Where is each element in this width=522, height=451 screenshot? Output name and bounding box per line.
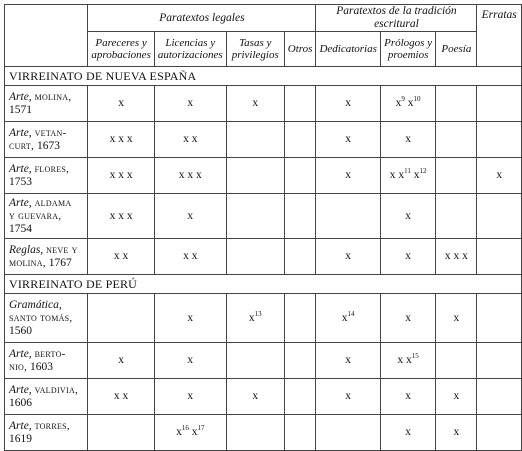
table-container bbox=[4, 4, 522, 451]
table-row bbox=[5, 194, 522, 239]
mark-cell-pareceres bbox=[88, 158, 154, 194]
mark-cell-otros bbox=[284, 294, 316, 343]
mark: x bbox=[248, 311, 255, 324]
mark: x x bbox=[113, 390, 129, 402]
mark-cell-tasas bbox=[226, 415, 284, 451]
footnote-ref: 9 bbox=[401, 95, 405, 103]
mark-cell-erratas bbox=[477, 343, 522, 379]
mark-cell-tasas bbox=[226, 294, 284, 343]
mark-cell-poesia bbox=[436, 343, 477, 379]
footnote-ref: 15 bbox=[411, 352, 419, 360]
header-poesia: Poesía bbox=[436, 32, 477, 67]
mark-cell-licencias bbox=[154, 86, 226, 122]
mark: x bbox=[345, 133, 352, 145]
footnote-ref: 17 bbox=[197, 424, 205, 432]
table-row bbox=[5, 122, 522, 158]
mark-cell-dedicatorias bbox=[316, 294, 380, 343]
mark: x bbox=[252, 97, 259, 109]
work-year: 1767 bbox=[48, 256, 72, 269]
mark-cell-prologos bbox=[380, 194, 435, 239]
table-row bbox=[5, 379, 522, 415]
footnote-ref: 12 bbox=[419, 167, 427, 175]
header-group-legal: Paratextos legales bbox=[88, 5, 316, 32]
mark-cell-otros bbox=[284, 122, 316, 158]
header-licencias: Licencias y autorizaciones bbox=[154, 32, 226, 67]
work-title: Arte, bbox=[9, 383, 32, 396]
mark-cell-tasas bbox=[226, 194, 284, 239]
header-tasas: Tasas y privilegios bbox=[226, 32, 284, 67]
mark-cell-tasas bbox=[226, 379, 284, 415]
table-row bbox=[5, 239, 522, 275]
mark-cell-pareceres bbox=[88, 194, 154, 239]
mark-cell-licencias bbox=[154, 343, 226, 379]
mark-cell-erratas bbox=[477, 158, 522, 194]
work-author: vetan- bbox=[34, 126, 67, 139]
mark: x bbox=[404, 97, 414, 109]
mark: x x x bbox=[109, 209, 133, 222]
mark-cell-poesia bbox=[436, 294, 477, 343]
work-title: Arte, bbox=[9, 162, 32, 175]
mark-cell-licencias bbox=[154, 194, 226, 239]
work-year: 1754 bbox=[9, 222, 32, 235]
section-peru: VIRREINATO DE PERÚ bbox=[5, 275, 522, 294]
table-row bbox=[5, 86, 522, 122]
work-cell bbox=[5, 86, 88, 122]
mark: x bbox=[341, 311, 348, 324]
mark-cell-dedicatorias bbox=[316, 415, 380, 451]
mark: x bbox=[187, 97, 194, 109]
mark: x bbox=[187, 390, 194, 402]
rows-peru bbox=[5, 294, 522, 451]
mark-cell-licencias bbox=[154, 415, 226, 451]
mark-cell-erratas bbox=[477, 415, 522, 451]
mark-cell-pareceres bbox=[88, 343, 154, 379]
mark-cell-licencias bbox=[154, 122, 226, 158]
mark-cell-dedicatorias bbox=[316, 194, 380, 239]
table-row bbox=[5, 294, 522, 343]
mark-cell-poesia bbox=[436, 86, 477, 122]
mark-cell-licencias bbox=[154, 294, 226, 343]
mark: x x x bbox=[109, 169, 133, 181]
mark: x bbox=[405, 311, 411, 324]
section-nueva-espana: VIRREINATO DE NUEVA ESPAÑA bbox=[5, 67, 522, 86]
work-year: 1753 bbox=[9, 175, 32, 188]
mark: x x bbox=[113, 250, 129, 262]
mark-cell-otros bbox=[284, 86, 316, 122]
mark: x bbox=[118, 354, 124, 366]
header-otros: Otros bbox=[284, 32, 316, 67]
work-cell bbox=[5, 239, 88, 275]
mark-cell-dedicatorias bbox=[316, 86, 380, 122]
mark-cell-dedicatorias bbox=[316, 343, 380, 379]
work-author: berto- bbox=[34, 347, 66, 360]
mark-cell-pareceres bbox=[88, 294, 154, 343]
mark: x bbox=[453, 426, 460, 438]
mark-cell-poesia bbox=[436, 415, 477, 451]
table-row bbox=[5, 343, 522, 379]
mark: x bbox=[187, 311, 194, 324]
mark-cell-otros bbox=[284, 194, 316, 239]
mark-cell-dedicatorias bbox=[316, 122, 380, 158]
mark: x bbox=[176, 426, 182, 438]
section-row bbox=[5, 275, 522, 294]
mark-cell-otros bbox=[284, 239, 316, 275]
mark-cell-dedicatorias bbox=[316, 239, 380, 275]
work-author: nio, bbox=[9, 360, 28, 373]
paratexts-table bbox=[4, 4, 522, 451]
mark-cell-tasas bbox=[226, 158, 284, 194]
mark-cell-otros bbox=[284, 158, 316, 194]
mark-cell-otros bbox=[284, 379, 316, 415]
work-author: molina, bbox=[34, 90, 72, 103]
work-year: 1571 bbox=[9, 103, 32, 116]
mark: x bbox=[188, 426, 198, 438]
work-title: Gramática, bbox=[9, 298, 62, 311]
table-row bbox=[5, 158, 522, 194]
mark-cell-pareceres bbox=[88, 415, 154, 451]
mark: x bbox=[496, 169, 503, 181]
mark: x bbox=[395, 97, 402, 109]
mark-cell-prologos bbox=[380, 158, 435, 194]
mark: x x bbox=[389, 169, 405, 181]
mark-cell-tasas bbox=[226, 239, 284, 275]
work-title: Arte, bbox=[9, 419, 32, 432]
mark-cell-pareceres bbox=[88, 122, 154, 158]
work-author: y guevara, bbox=[9, 209, 62, 222]
mark: x bbox=[345, 97, 352, 109]
mark-cell-prologos bbox=[380, 294, 435, 343]
work-author: neve y bbox=[46, 243, 78, 256]
work-author: torres, bbox=[34, 419, 70, 432]
mark-cell-pareceres bbox=[88, 239, 154, 275]
work-cell bbox=[5, 158, 88, 194]
work-title: Arte, bbox=[9, 347, 32, 360]
work-title: Reglas, bbox=[9, 243, 44, 256]
corner-cell bbox=[5, 5, 88, 67]
work-author: valdivia, bbox=[34, 383, 79, 396]
mark-cell-prologos bbox=[380, 239, 435, 275]
mark: x x bbox=[397, 354, 412, 366]
mark-cell-poesia bbox=[436, 239, 477, 275]
header-dedicatorias: Dedicatorias bbox=[316, 32, 380, 67]
mark-cell-poesia bbox=[436, 194, 477, 239]
section-row bbox=[5, 67, 522, 86]
footnote-ref: 14 bbox=[347, 309, 355, 318]
mark: x bbox=[345, 354, 352, 366]
work-cell bbox=[5, 415, 88, 451]
mark: x bbox=[345, 169, 352, 181]
rows-nueva-espana bbox=[5, 86, 522, 275]
mark-cell-erratas bbox=[477, 122, 522, 158]
work-title: Arte, bbox=[9, 126, 32, 139]
mark-cell-licencias bbox=[154, 379, 226, 415]
mark: x bbox=[453, 390, 460, 402]
work-cell bbox=[5, 122, 88, 158]
work-cell bbox=[5, 194, 88, 239]
footnote-ref: 16 bbox=[181, 424, 189, 432]
mark-cell-otros bbox=[284, 343, 316, 379]
mark: x x bbox=[183, 250, 198, 262]
work-cell bbox=[5, 343, 88, 379]
mark-cell-poesia bbox=[436, 122, 477, 158]
mark-cell-dedicatorias bbox=[316, 379, 380, 415]
mark: x bbox=[405, 250, 411, 262]
mark: x bbox=[252, 390, 259, 402]
mark: x bbox=[187, 209, 194, 222]
mark: x x x bbox=[109, 133, 133, 145]
mark-cell-licencias bbox=[154, 158, 226, 194]
mark: x bbox=[405, 390, 411, 402]
header-pareceres: Pareceres y aprobaciones bbox=[88, 32, 154, 67]
mark: x bbox=[345, 390, 352, 402]
mark-cell-poesia bbox=[436, 158, 477, 194]
header-group-row bbox=[5, 5, 522, 32]
mark: x bbox=[405, 133, 411, 145]
mark: x x bbox=[183, 133, 198, 145]
work-year: 1603 bbox=[30, 360, 54, 373]
work-author: aldama bbox=[34, 196, 72, 209]
mark: x bbox=[405, 209, 411, 222]
work-title: Arte, bbox=[9, 196, 32, 209]
mark-cell-licencias bbox=[154, 239, 226, 275]
work-cell bbox=[5, 294, 88, 343]
mark-cell-erratas bbox=[477, 194, 522, 239]
table-row bbox=[5, 415, 522, 451]
mark-cell-poesia bbox=[436, 379, 477, 415]
work-year: 1560 bbox=[9, 324, 32, 337]
mark: x bbox=[453, 311, 460, 324]
mark-cell-erratas bbox=[477, 86, 522, 122]
mark-cell-dedicatorias bbox=[316, 158, 380, 194]
mark-cell-erratas bbox=[477, 379, 522, 415]
work-author: molina, bbox=[9, 256, 46, 269]
mark: x bbox=[118, 97, 124, 109]
work-author: flores, bbox=[34, 162, 70, 175]
mark: x bbox=[345, 250, 352, 262]
footnote-ref: 10 bbox=[413, 95, 421, 103]
mark-cell-erratas bbox=[477, 294, 522, 343]
header-erratas: Erratas bbox=[477, 5, 522, 67]
work-year: 1619 bbox=[9, 432, 32, 445]
mark-cell-pareceres bbox=[88, 379, 154, 415]
mark-cell-tasas bbox=[226, 122, 284, 158]
mark-cell-prologos bbox=[380, 343, 435, 379]
work-author: curt, bbox=[9, 139, 35, 152]
mark-cell-tasas bbox=[226, 86, 284, 122]
mark-cell-prologos bbox=[380, 415, 435, 451]
header-prologos: Prólogos y proemios bbox=[380, 32, 435, 67]
mark-cell-otros bbox=[284, 415, 316, 451]
work-year: 1673 bbox=[36, 139, 60, 152]
work-title: Arte, bbox=[9, 90, 32, 103]
footnote-ref: 13 bbox=[254, 309, 262, 318]
mark: x x x bbox=[444, 250, 468, 262]
mark-cell-prologos bbox=[380, 86, 435, 122]
work-author: santo tomás, bbox=[9, 311, 73, 324]
mark-cell-prologos bbox=[380, 122, 435, 158]
mark: x bbox=[187, 354, 194, 366]
mark: x bbox=[405, 426, 411, 438]
mark-cell-tasas bbox=[226, 343, 284, 379]
header-group-tradition: Paratextos de la tradición escritural bbox=[316, 5, 477, 32]
work-cell bbox=[5, 379, 88, 415]
mark: x bbox=[410, 169, 420, 181]
mark-cell-erratas bbox=[477, 239, 522, 275]
mark-cell-prologos bbox=[380, 379, 435, 415]
footnote-ref: 11 bbox=[404, 167, 411, 175]
mark-cell-pareceres bbox=[88, 86, 154, 122]
mark: x x x bbox=[178, 169, 202, 181]
work-year: 1606 bbox=[9, 396, 32, 409]
